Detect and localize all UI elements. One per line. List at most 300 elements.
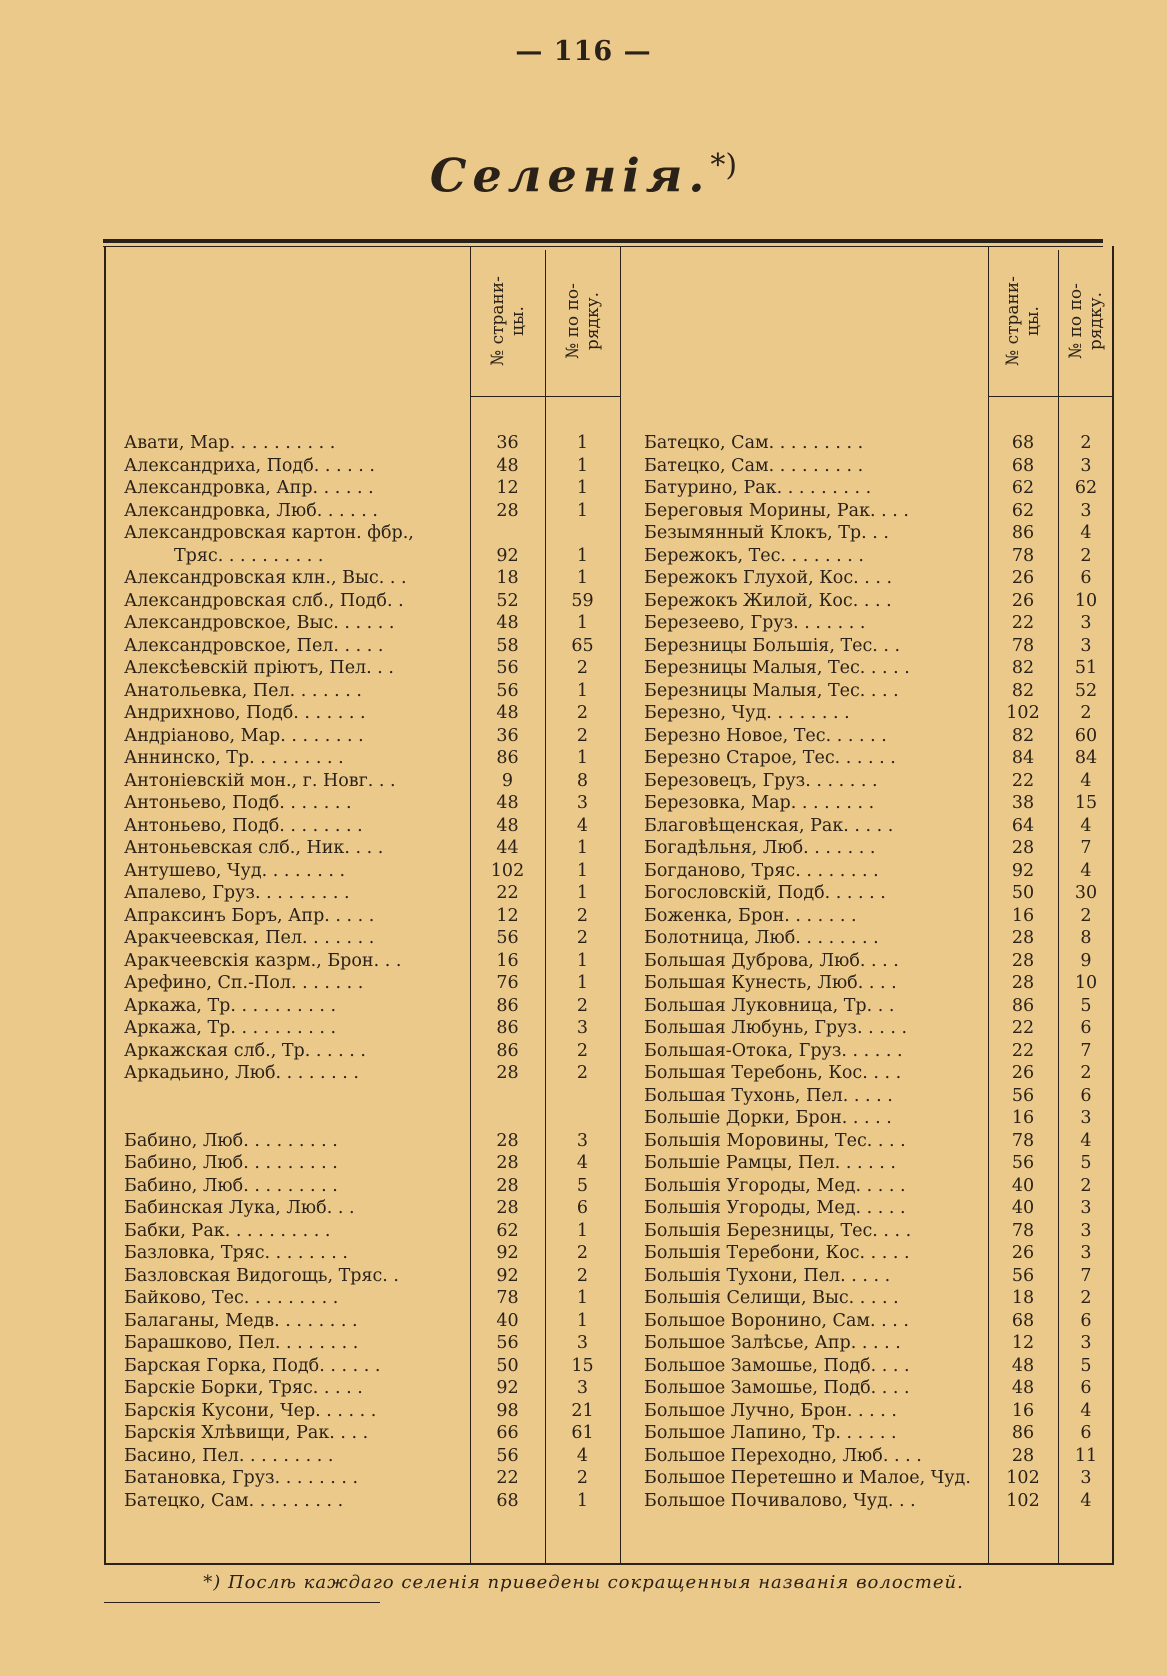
- settlement-name: Большая Луковница, Тр. . .: [644, 995, 895, 1016]
- table-row: [124, 1040, 614, 1063]
- order-number-cell: 4: [1080, 860, 1092, 881]
- table-row: [124, 725, 614, 748]
- table-row: [644, 1242, 1114, 1265]
- order-number-cell: 1: [576, 433, 589, 453]
- table-row: [644, 1467, 1114, 1490]
- page-number-cell: 36: [496, 725, 519, 746]
- table-row: [124, 477, 614, 500]
- page-number-cell: 12: [496, 905, 519, 926]
- order-number-cell: 4: [1080, 1490, 1092, 1511]
- order-number-cell: 2: [576, 905, 589, 926]
- table-row: [124, 905, 614, 928]
- table-row: [124, 657, 614, 680]
- page-number-cell: 28: [1011, 973, 1035, 993]
- page-number-cell: 64: [1011, 815, 1035, 836]
- table-row: [124, 792, 614, 815]
- settlement-name: Балаганы, Медв. . . . . . . .: [124, 1310, 358, 1331]
- page-number-cell: 98: [496, 1400, 519, 1421]
- table-row: [644, 1287, 1114, 1310]
- settlement-name: Александриха, Подб. . . . . .: [124, 455, 375, 476]
- table-row: [124, 432, 614, 455]
- page-number-cell: 26: [1011, 1063, 1035, 1083]
- settlement-name: Андрихново, Подб. . . . . . .: [124, 703, 366, 723]
- order-number-cell: 1: [576, 500, 589, 521]
- page-number-cell: 62: [496, 1220, 519, 1241]
- table-row: [124, 837, 614, 860]
- page-number-cell: 86: [496, 1040, 519, 1061]
- settlement-name: Базловская Видогощь, Тряс. .: [124, 1265, 399, 1286]
- page-number-cell: 22: [496, 1468, 519, 1488]
- page-number-cell: 56: [496, 928, 519, 948]
- order-number-cell: 1: [576, 748, 589, 768]
- table-row: [644, 522, 1114, 545]
- page-number-cell: 56: [1011, 1265, 1035, 1286]
- order-number-cell: 2: [576, 1265, 589, 1286]
- order-number-cell: 2: [576, 928, 589, 948]
- page-number-cell: 68: [1011, 455, 1035, 476]
- page-number-cell: 28: [496, 500, 519, 521]
- page-number-cell: 86: [496, 995, 519, 1016]
- table-row: [124, 882, 614, 905]
- order-number-cell: 59: [571, 590, 594, 611]
- table-row: [644, 972, 1114, 995]
- right-header-underline: [988, 396, 1114, 397]
- table-row: [124, 950, 614, 973]
- page-number-cell: 12: [496, 478, 519, 498]
- order-number-cell: 1: [576, 838, 589, 858]
- settlement-name: Березовка, Мар. . . . . . . .: [644, 793, 875, 813]
- settlement-name: Большое Перетешно и Малое, Чуд.: [644, 1468, 971, 1488]
- settlement-name: Благовѣщенская, Рак. . . . .: [644, 815, 894, 836]
- settlement-name: Бабинская Лука, Люб. . .: [124, 1198, 355, 1218]
- order-number-cell: 10: [1074, 973, 1098, 993]
- order-number-cell: 3: [1080, 1198, 1092, 1218]
- page-number-cell: 28: [1011, 838, 1035, 858]
- page-number-cell: 78: [1011, 1220, 1035, 1241]
- settlement-name: Большія Теребони, Кос. . . . .: [644, 1243, 910, 1263]
- settlement-name: Большая Тухонь, Пел. . . . .: [644, 1085, 893, 1106]
- page-number-cell: 82: [1011, 725, 1035, 746]
- table-row: [644, 1265, 1114, 1288]
- settlement-name: Андріаново, Мар. . . . . . . .: [124, 725, 364, 746]
- table-row: [644, 950, 1114, 973]
- settlement-name: Батецко, Сам. . . . . . . . .: [124, 1490, 344, 1511]
- table-row: [124, 1332, 614, 1355]
- order-number-cell: 5: [1080, 995, 1092, 1016]
- table-row: [644, 1377, 1114, 1400]
- page-number-cell: 76: [496, 973, 519, 993]
- table-row: [124, 1377, 614, 1400]
- order-number-cell: 2: [576, 1468, 589, 1488]
- order-number-cell: 3: [1080, 1468, 1092, 1488]
- order-number-cell: 2: [576, 725, 589, 746]
- settlement-name: Богадѣльня, Люб. . . . . . .: [644, 838, 876, 858]
- table-row: [644, 1152, 1114, 1175]
- settlement-name: Большія Тухони, Пел. . . . .: [644, 1265, 891, 1286]
- settlement-name: Большое Замошье, Подб. . . .: [644, 1378, 910, 1398]
- settlement-name: Базловка, Тряс. . . . . . . .: [124, 1243, 348, 1263]
- settlement-name: Большое Переходно, Люб. . . .: [644, 1445, 922, 1466]
- table-row: [644, 995, 1114, 1018]
- page-number-cell: 92: [496, 545, 519, 566]
- settlement-name: Большое Лапино, Тр. . . . . .: [644, 1423, 897, 1443]
- order-number-cell: 1: [576, 860, 589, 881]
- order-number-cell: 4: [576, 815, 589, 836]
- order-number-cell: 4: [1080, 770, 1092, 791]
- heading-footnote-mark: *): [710, 148, 738, 183]
- order-number-cell: 4: [1080, 1400, 1092, 1421]
- page-number-cell: 56: [496, 680, 519, 701]
- settlement-name: Барскіе Борки, Тряс. . . . .: [124, 1378, 363, 1398]
- order-number-cell: 6: [1080, 1423, 1092, 1443]
- settlement-name: Барскія Кусони, Чер. . . . . .: [124, 1400, 377, 1421]
- page-number-cell: 92: [1011, 860, 1035, 881]
- order-number-cell: 1: [576, 455, 589, 476]
- settlement-name: Болотница, Люб. . . . . . . .: [644, 928, 879, 948]
- left-header-underline: [470, 396, 620, 397]
- settlement-name: Александровская клн., Выс. . .: [124, 568, 407, 588]
- footnote-rule: [104, 1602, 380, 1603]
- settlement-name: Барская Горка, Подб. . . . . .: [124, 1355, 381, 1376]
- table-row: [644, 680, 1114, 703]
- page-number-cell: 86: [1011, 995, 1035, 1016]
- table-row: [124, 545, 614, 568]
- table-row: [644, 860, 1114, 883]
- table-row: [644, 1017, 1114, 1040]
- settlement-name: Большіе Дорки, Брон. . . . .: [644, 1108, 892, 1128]
- settlement-name: Аркадьино, Люб. . . . . . . .: [124, 1063, 359, 1083]
- order-number-cell: 2: [576, 1040, 589, 1061]
- footnote: *) Послѣ каждаго селенія приведены сокращенныя названія волостей.: [203, 1572, 964, 1593]
- page-number-cell: 52: [496, 590, 519, 611]
- table-row: [644, 1107, 1114, 1130]
- settlement-name: Безымянный Клокъ, Тр. . .: [644, 523, 889, 543]
- page-number-cell: 40: [1011, 1198, 1035, 1218]
- settlement-name: Береговыя Морины, Рак. . . .: [644, 500, 909, 521]
- order-number-cell: 4: [1080, 815, 1092, 836]
- order-number-cell: 4: [1080, 523, 1092, 543]
- settlement-name: Березеево, Груз. . . . . . .: [644, 613, 866, 633]
- table-row: [644, 882, 1114, 905]
- settlement-name: Аннинско, Тр. . . . . . . . .: [124, 748, 344, 768]
- settlement-name: Богословскій, Подб. . . . . .: [644, 883, 886, 903]
- left-column-rows: [124, 432, 614, 1512]
- order-number-cell: 1: [576, 950, 589, 971]
- settlement-name: Александровское, Пел. . . . .: [124, 635, 384, 656]
- page-number-cell: 48: [496, 455, 519, 476]
- page-number-cell: 40: [1011, 1175, 1035, 1196]
- page-number-cell: 9: [501, 770, 514, 791]
- settlement-name: Арефино, Сп.-Пол. . . . . . .: [124, 973, 364, 993]
- page-number-cell: 40: [496, 1310, 519, 1331]
- order-number-cell: 5: [1080, 1153, 1092, 1173]
- table-row: [124, 1490, 614, 1513]
- page-number-cell: 78: [1011, 635, 1035, 656]
- settlement-name: Большіе Рамцы, Пел. . . . . .: [644, 1153, 896, 1173]
- order-number-cell: 2: [1080, 703, 1092, 723]
- order-number-cell: 84: [1074, 748, 1098, 768]
- settlement-name: Антушево, Чуд. . . . . . . .: [124, 860, 346, 881]
- settlement-name: Большія Угороды, Мед. . . . .: [644, 1198, 906, 1218]
- table-row: [124, 1197, 614, 1220]
- table-row: [644, 635, 1114, 658]
- table-row: [124, 1062, 614, 1085]
- page-number-cell: 48: [496, 793, 519, 813]
- settlement-name: Березовецъ, Груз. . . . . . .: [644, 770, 878, 791]
- settlement-name: Большія Селищи, Выс. . . . .: [644, 1288, 899, 1308]
- table-row: [124, 1287, 614, 1310]
- table-row: [124, 972, 614, 995]
- settlement-name: Александровская картон. фбр.,: [124, 523, 414, 543]
- table-row: [124, 1265, 614, 1288]
- order-number-cell: 3: [1080, 1243, 1092, 1263]
- settlement-name: Березницы Малыя, Тес. . . .: [644, 680, 899, 701]
- settlement-name: Большое Замошье, Подб. . . .: [644, 1355, 910, 1376]
- table-row: [644, 567, 1114, 590]
- order-number-cell: 3: [576, 1130, 589, 1151]
- order-number-cell: 2: [576, 658, 589, 678]
- order-number-cell: 11: [1074, 1445, 1098, 1466]
- settlement-name: Боженка, Брон. . . . . . .: [644, 905, 857, 926]
- order-number-cell: 6: [1080, 1018, 1092, 1038]
- table-row: [644, 590, 1114, 613]
- settlement-name: Бережокъ, Тес. . . . . . . .: [644, 545, 864, 566]
- table-row: [124, 1175, 614, 1198]
- order-number-cell: 6: [1080, 568, 1092, 588]
- order-number-cell: 4: [576, 1445, 589, 1466]
- order-number-cell: 7: [1080, 838, 1092, 858]
- table-row: [124, 500, 614, 523]
- page-number-cell: 22: [1011, 1018, 1035, 1038]
- page-number-cell: 86: [1011, 523, 1035, 543]
- page-number-cell: 48: [1011, 1355, 1035, 1376]
- table-row: [124, 1445, 614, 1468]
- settlement-name: Антоньево, Подб. . . . . . . .: [124, 815, 363, 836]
- table-row: [124, 1085, 614, 1108]
- order-number-cell: 2: [1080, 905, 1092, 926]
- order-number-cell: 65: [571, 635, 594, 656]
- settlement-name: Байково, Тес. . . . . . . . .: [124, 1288, 339, 1308]
- table-row: [124, 1400, 614, 1423]
- order-number-cell: 2: [1080, 1063, 1092, 1083]
- settlement-name: Батецко, Сам. . . . . . . . .: [644, 455, 864, 476]
- page-number-cell: 28: [496, 1063, 519, 1083]
- table-row: [644, 1490, 1114, 1513]
- settlement-name: Большая Теребонь, Кос. . . .: [644, 1063, 902, 1083]
- table-row: [124, 455, 614, 478]
- left-page-header: № страни- цы.: [488, 276, 528, 366]
- page-number-cell: 92: [496, 1243, 519, 1263]
- settlement-name: Большая Дуброва, Люб. . . .: [644, 950, 899, 971]
- page-number-cell: 16: [496, 950, 519, 971]
- left-order-header: № по по- рядку.: [563, 283, 603, 359]
- settlement-name: Анатольевка, Пел. . . . . . .: [124, 680, 362, 701]
- settlement-name: Батурино, Рак. . . . . . . . .: [644, 478, 872, 498]
- table-row: [644, 702, 1114, 725]
- page-number-cell: 22: [496, 883, 519, 903]
- settlement-name: Тряс. . . . . . . . . .: [174, 545, 324, 566]
- page-number-cell: 22: [1011, 770, 1035, 791]
- page-number-cell: 16: [1011, 905, 1035, 926]
- table-row: [644, 905, 1114, 928]
- order-number-cell: 3: [576, 1333, 589, 1353]
- page-number-cell: 68: [1011, 1310, 1035, 1331]
- table-row: [124, 1310, 614, 1333]
- order-number-cell: 15: [1074, 793, 1098, 813]
- settlement-name: Аркажа, Тр. . . . . . . . . .: [124, 995, 337, 1016]
- page-number-cell: 86: [496, 748, 519, 768]
- page-number-cell: 78: [1011, 545, 1035, 566]
- settlement-name: Басино, Пел. . . . . . . . .: [124, 1445, 334, 1466]
- table-row: [124, 1130, 614, 1153]
- order-number-cell: 3: [1080, 635, 1092, 656]
- order-number-cell: 3: [1080, 1333, 1092, 1353]
- settlement-name: Березно Новое, Тес. . . . . .: [644, 725, 887, 746]
- table-row: [644, 1332, 1114, 1355]
- table-row: [124, 702, 614, 725]
- table-row: [644, 1422, 1114, 1445]
- table-row: [644, 1040, 1114, 1063]
- settlement-name: Березницы Большія, Тес. . .: [644, 635, 901, 656]
- table-row: [124, 815, 614, 838]
- page-number-cell: 48: [496, 703, 519, 723]
- page-number: — 116 —: [515, 36, 652, 67]
- table-row: [644, 500, 1114, 523]
- order-number-cell: 2: [576, 1063, 589, 1083]
- page-number-cell: 84: [1011, 748, 1035, 768]
- page-number-cell: 102: [1006, 1490, 1040, 1511]
- settlement-name: Алексѣевскій пріютъ, Пел. . .: [124, 658, 394, 678]
- settlement-name: Березно Старое, Тес. . . . . .: [644, 748, 896, 768]
- order-number-cell: 1: [576, 545, 589, 566]
- settlement-name: Авати, Мар. . . . . . . . . .: [124, 433, 336, 453]
- order-number-cell: 1: [576, 568, 589, 588]
- order-number-cell: 7: [1080, 1040, 1092, 1061]
- table-row: [644, 545, 1114, 568]
- table-row: [644, 1085, 1114, 1108]
- order-number-cell: 3: [1080, 1220, 1092, 1241]
- settlement-name: Барашково, Пел. . . . . . . .: [124, 1333, 359, 1353]
- page-number-cell: 26: [1011, 568, 1035, 588]
- page-number-cell: 18: [1011, 1288, 1035, 1308]
- table-row: [644, 1175, 1114, 1198]
- settlement-name: Антоніевскій мон., г. Новг. . .: [124, 770, 396, 791]
- order-number-cell: 1: [576, 1490, 589, 1511]
- order-number-cell: 5: [1080, 1355, 1092, 1376]
- settlement-name: Аракчеевская, Пел. . . . . . .: [124, 928, 375, 948]
- page-number-cell: 28: [1011, 950, 1035, 971]
- page-number-cell: 48: [496, 613, 519, 633]
- page-number-cell: 62: [1011, 478, 1035, 498]
- settlement-name: Большія Угороды, Мед. . . . .: [644, 1175, 906, 1196]
- table-row: [644, 612, 1114, 635]
- table-row: [644, 927, 1114, 950]
- order-number-cell: 8: [576, 770, 589, 791]
- page-number-cell: 16: [1011, 1108, 1035, 1128]
- order-number-cell: 6: [1080, 1085, 1092, 1106]
- order-number-cell: 52: [1074, 680, 1098, 701]
- table-row: [124, 995, 614, 1018]
- table-row: [644, 815, 1114, 838]
- table-row: [124, 747, 614, 770]
- page-number-cell: 86: [496, 1018, 519, 1038]
- settlement-name: Александровская слб., Подб. .: [124, 590, 404, 611]
- table-row: [644, 1310, 1114, 1333]
- page-number-cell: 102: [1006, 703, 1040, 723]
- order-number-cell: 4: [1080, 1130, 1092, 1151]
- page-number-cell: 36: [496, 433, 519, 453]
- right-column-rows: [644, 432, 1114, 1512]
- page-number-cell: 56: [496, 1445, 519, 1466]
- table-top-rule-thick: [103, 239, 1103, 243]
- table-row: [644, 1445, 1114, 1468]
- page-number-cell: 86: [1011, 1423, 1035, 1443]
- settlement-name: Апалево, Груз. . . . . . . . .: [124, 883, 350, 903]
- page-number-cell: 58: [496, 635, 519, 656]
- order-number-cell: 2: [576, 1243, 589, 1263]
- order-number-cell: 7: [1080, 1265, 1092, 1286]
- page-number-cell: 50: [496, 1355, 519, 1376]
- settlement-name: Бережокъ Глухой, Кос. . . .: [644, 568, 893, 588]
- settlement-name: Большое Залѣсье, Апр. . . . .: [644, 1333, 901, 1353]
- order-number-cell: 2: [1080, 545, 1092, 566]
- order-number-cell: 3: [576, 793, 589, 813]
- page-number-cell: 78: [496, 1288, 519, 1308]
- settlement-name: Апраксинъ Боръ, Апр. . . . .: [124, 905, 375, 926]
- section-heading: [0, 148, 1167, 202]
- page-number-cell: 48: [1011, 1378, 1035, 1398]
- page-number-cell: 28: [496, 1175, 519, 1196]
- settlement-name: Большія Березницы, Тес. . . .: [644, 1220, 912, 1241]
- page-number-cell: 82: [1011, 680, 1035, 701]
- order-number-cell: 6: [1080, 1378, 1092, 1398]
- table-row: [124, 680, 614, 703]
- order-number-cell: 60: [1074, 725, 1098, 746]
- order-number-cell: 6: [576, 1198, 589, 1218]
- order-number-cell: 2: [576, 995, 589, 1016]
- right-order-header: № по по- рядку.: [1066, 283, 1106, 359]
- order-number-cell: 3: [1080, 1108, 1092, 1128]
- page-number-cell: 92: [496, 1378, 519, 1398]
- settlement-name: Березно, Чуд. . . . . . . .: [644, 703, 850, 723]
- table-row: [644, 747, 1114, 770]
- page-number-cell: 16: [1011, 1400, 1035, 1421]
- page-number-cell: 102: [1006, 1468, 1040, 1488]
- table-row: [124, 1017, 614, 1040]
- table-row: [644, 1400, 1114, 1423]
- settlement-name: Батановка, Груз. . . . . . . .: [124, 1468, 359, 1488]
- table-row: [644, 432, 1114, 455]
- page-number-cell: 18: [496, 568, 519, 588]
- order-number-cell: 30: [1074, 883, 1098, 903]
- table-row: [124, 590, 614, 613]
- page-number-cell: 92: [496, 1265, 519, 1286]
- page-number-cell: 26: [1011, 1243, 1035, 1263]
- order-number-cell: 1: [576, 973, 589, 993]
- settlement-name: Большая Кунесть, Люб. . . .: [644, 973, 897, 993]
- order-number-cell: 3: [1080, 613, 1092, 633]
- order-number-cell: 3: [576, 1378, 589, 1398]
- table-row: [124, 635, 614, 658]
- page-number-cell: 26: [1011, 590, 1035, 611]
- order-number-cell: 1: [576, 613, 589, 633]
- order-number-cell: 61: [571, 1423, 594, 1443]
- order-number-cell: 4: [576, 1153, 589, 1173]
- table-row: [124, 770, 614, 793]
- settlement-name: Барскія Хлѣвищи, Рак. . . .: [124, 1423, 369, 1443]
- page-number-cell: 22: [1011, 1040, 1035, 1061]
- table-row: [124, 1355, 614, 1378]
